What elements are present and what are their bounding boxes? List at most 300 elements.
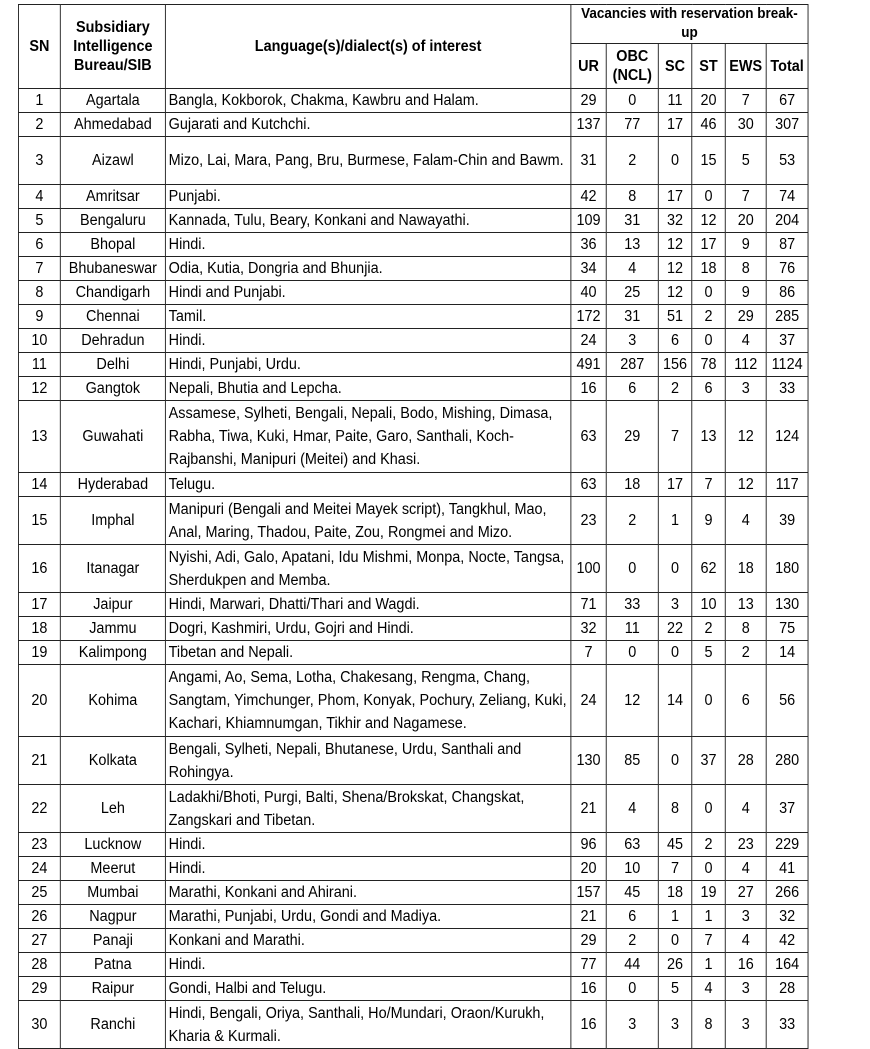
- cell-languages: Bengali, Sylheti, Nepali, Bhutanese, Urdu, Santhali and Rohingya.: [165, 737, 570, 785]
- cell-sib: Ranchi: [60, 1001, 165, 1049]
- cell-sn: 22: [18, 785, 60, 833]
- cell-ur: 34: [571, 257, 606, 281]
- cell-ur: 16: [571, 1001, 606, 1049]
- cell-languages: Hindi.: [165, 953, 570, 977]
- cell-obc: 13: [606, 233, 658, 257]
- cell-st: 7: [692, 929, 725, 953]
- cell-sc: 17: [658, 473, 691, 497]
- cell-sn: 7: [18, 257, 60, 281]
- table-row: [18, 857, 808, 881]
- cell-sc: 12: [658, 281, 691, 305]
- cell-sn: 4: [18, 185, 60, 209]
- cell-ur: 21: [571, 905, 606, 929]
- cell-sn: 24: [18, 857, 60, 881]
- cell-obc: 45: [606, 881, 658, 905]
- cell-sn: 15: [18, 497, 60, 545]
- cell-obc: 10: [606, 857, 658, 881]
- cell-ur: 42: [571, 185, 606, 209]
- cell-sn: 10: [18, 329, 60, 353]
- cell-total: 41: [766, 857, 808, 881]
- cell-obc: 2: [606, 137, 658, 185]
- cell-sib: Delhi: [60, 353, 165, 377]
- header-obc: OBC (NCL): [606, 44, 658, 89]
- table-row: [18, 353, 808, 377]
- header-sn: SN: [18, 5, 60, 89]
- cell-sib: Chandigarh: [60, 281, 165, 305]
- cell-total: 117: [766, 473, 808, 497]
- cell-st: 5: [692, 641, 725, 665]
- cell-sib: Lucknow: [60, 833, 165, 857]
- cell-obc: 2: [606, 929, 658, 953]
- cell-languages: Assamese, Sylheti, Bengali, Nepali, Bodo, Mishing, Dimasa, Rabha, Tiwa, Kuki, Hmar, Paite, Garo, Santhali, Koch-Rajbanshi, Manipuri (Meitei) and Khasi.: [165, 401, 570, 473]
- table-row: [18, 545, 808, 593]
- header-languages: Language(s)/dialect(s) of interest: [165, 5, 570, 89]
- cell-total: 285: [766, 305, 808, 329]
- table-row: [18, 209, 808, 233]
- cell-sn: 25: [18, 881, 60, 905]
- cell-languages: Ladakhi/Bhoti, Purgi, Balti, Shena/Brokskat, Changskat, Zangskari and Tibetan.: [165, 785, 570, 833]
- cell-ur: 31: [571, 137, 606, 185]
- cell-total: 180: [766, 545, 808, 593]
- cell-languages: Mizo, Lai, Mara, Pang, Bru, Burmese, Falam-Chin and Bawm.: [165, 137, 570, 185]
- cell-obc: 25: [606, 281, 658, 305]
- header-vacancies: Vacancies with reservation break-up: [571, 5, 808, 44]
- cell-ur: 40: [571, 281, 606, 305]
- cell-total: 56: [766, 665, 808, 737]
- table-body: [18, 89, 808, 1049]
- cell-ews: 23: [725, 833, 766, 857]
- cell-sib: Mumbai: [60, 881, 165, 905]
- cell-obc: 77: [606, 113, 658, 137]
- cell-sc: 12: [658, 233, 691, 257]
- cell-languages: Hindi, Marwari, Dhatti/Thari and Wagdi.: [165, 593, 570, 617]
- cell-ur: 172: [571, 305, 606, 329]
- cell-st: 19: [692, 881, 725, 905]
- cell-ews: 3: [725, 1001, 766, 1049]
- cell-sn: 26: [18, 905, 60, 929]
- cell-languages: Hindi.: [165, 329, 570, 353]
- cell-total: 164: [766, 953, 808, 977]
- cell-sc: 7: [658, 401, 691, 473]
- cell-sc: 156: [658, 353, 691, 377]
- cell-languages: Dogri, Kashmiri, Urdu, Gojri and Hindi.: [165, 617, 570, 641]
- table-row: [18, 665, 808, 737]
- cell-sib: Amritsar: [60, 185, 165, 209]
- cell-ews: 6: [725, 665, 766, 737]
- cell-ews: 30: [725, 113, 766, 137]
- cell-sc: 17: [658, 113, 691, 137]
- table-row: [18, 113, 808, 137]
- cell-ews: 13: [725, 593, 766, 617]
- table-row: [18, 257, 808, 281]
- cell-obc: 29: [606, 401, 658, 473]
- cell-obc: 31: [606, 209, 658, 233]
- cell-ews: 4: [725, 785, 766, 833]
- cell-ur: 137: [571, 113, 606, 137]
- cell-sc: 6: [658, 329, 691, 353]
- table-row: [18, 905, 808, 929]
- cell-total: 204: [766, 209, 808, 233]
- cell-sib: Bhopal: [60, 233, 165, 257]
- cell-ur: 130: [571, 737, 606, 785]
- cell-ur: 100: [571, 545, 606, 593]
- cell-languages: Bangla, Kokborok, Chakma, Kawbru and Halam.: [165, 89, 570, 113]
- table-row: [18, 785, 808, 833]
- cell-total: 28: [766, 977, 808, 1001]
- cell-sc: 32: [658, 209, 691, 233]
- cell-ews: 3: [725, 905, 766, 929]
- cell-obc: 6: [606, 377, 658, 401]
- cell-obc: 11: [606, 617, 658, 641]
- table-row: [18, 281, 808, 305]
- cell-sib: Aizawl: [60, 137, 165, 185]
- cell-ews: 16: [725, 953, 766, 977]
- cell-st: 37: [692, 737, 725, 785]
- cell-sn: 5: [18, 209, 60, 233]
- table-row: [18, 593, 808, 617]
- cell-st: 0: [692, 785, 725, 833]
- cell-sc: 12: [658, 257, 691, 281]
- cell-sc: 2: [658, 377, 691, 401]
- cell-obc: 3: [606, 329, 658, 353]
- cell-st: 12: [692, 209, 725, 233]
- cell-sn: 1: [18, 89, 60, 113]
- cell-sc: 11: [658, 89, 691, 113]
- cell-sib: Hyderabad: [60, 473, 165, 497]
- cell-st: 13: [692, 401, 725, 473]
- cell-obc: 44: [606, 953, 658, 977]
- cell-sib: Ahmedabad: [60, 113, 165, 137]
- cell-ews: 7: [725, 185, 766, 209]
- cell-total: 37: [766, 785, 808, 833]
- cell-sc: 8: [658, 785, 691, 833]
- cell-total: 33: [766, 1001, 808, 1049]
- cell-st: 78: [692, 353, 725, 377]
- cell-ur: 7: [571, 641, 606, 665]
- cell-languages: Nyishi, Adi, Galo, Apatani, Idu Mishmi, Monpa, Nocte, Tangsa, Sherdukpen and Memba.: [165, 545, 570, 593]
- cell-sc: 7: [658, 857, 691, 881]
- cell-total: 229: [766, 833, 808, 857]
- table-row: [18, 617, 808, 641]
- header-st: ST: [692, 44, 725, 89]
- cell-sn: 28: [18, 953, 60, 977]
- cell-sn: 29: [18, 977, 60, 1001]
- cell-ews: 112: [725, 353, 766, 377]
- cell-obc: 4: [606, 785, 658, 833]
- cell-ews: 5: [725, 137, 766, 185]
- cell-languages: Tamil.: [165, 305, 570, 329]
- table-row: [18, 329, 808, 353]
- table-row: [18, 1001, 808, 1049]
- cell-total: 42: [766, 929, 808, 953]
- cell-total: 124: [766, 401, 808, 473]
- cell-sib: Imphal: [60, 497, 165, 545]
- cell-ews: 18: [725, 545, 766, 593]
- cell-ur: 63: [571, 473, 606, 497]
- cell-sc: 0: [658, 545, 691, 593]
- cell-ews: 8: [725, 617, 766, 641]
- cell-st: 0: [692, 857, 725, 881]
- cell-ur: 32: [571, 617, 606, 641]
- cell-sn: 30: [18, 1001, 60, 1049]
- cell-ur: 63: [571, 401, 606, 473]
- cell-total: 39: [766, 497, 808, 545]
- cell-sn: 17: [18, 593, 60, 617]
- cell-st: 2: [692, 617, 725, 641]
- cell-ur: 36: [571, 233, 606, 257]
- cell-sc: 5: [658, 977, 691, 1001]
- table-row: [18, 953, 808, 977]
- cell-obc: 3: [606, 1001, 658, 1049]
- cell-obc: 287: [606, 353, 658, 377]
- cell-total: 33: [766, 377, 808, 401]
- cell-st: 6: [692, 377, 725, 401]
- cell-total: 266: [766, 881, 808, 905]
- table-row: [18, 401, 808, 473]
- cell-ews: 28: [725, 737, 766, 785]
- table-row: [18, 977, 808, 1001]
- cell-total: 32: [766, 905, 808, 929]
- cell-sib: Bhubaneswar: [60, 257, 165, 281]
- cell-languages: Kannada, Tulu, Beary, Konkani and Nawayathi.: [165, 209, 570, 233]
- cell-ur: 29: [571, 929, 606, 953]
- cell-ur: 21: [571, 785, 606, 833]
- cell-total: 87: [766, 233, 808, 257]
- cell-languages: Hindi.: [165, 857, 570, 881]
- cell-ews: 2: [725, 641, 766, 665]
- cell-languages: Odia, Kutia, Dongria and Bhunjia.: [165, 257, 570, 281]
- cell-sib: Bengaluru: [60, 209, 165, 233]
- table-header: [18, 5, 808, 89]
- cell-languages: Hindi.: [165, 833, 570, 857]
- cell-sc: 1: [658, 497, 691, 545]
- cell-total: 130: [766, 593, 808, 617]
- cell-sc: 0: [658, 641, 691, 665]
- cell-st: 9: [692, 497, 725, 545]
- cell-ews: 20: [725, 209, 766, 233]
- cell-sib: Gangtok: [60, 377, 165, 401]
- cell-languages: Hindi and Punjabi.: [165, 281, 570, 305]
- cell-sc: 51: [658, 305, 691, 329]
- cell-ews: 7: [725, 89, 766, 113]
- cell-ur: 16: [571, 977, 606, 1001]
- cell-obc: 31: [606, 305, 658, 329]
- cell-total: 280: [766, 737, 808, 785]
- cell-languages: Hindi.: [165, 233, 570, 257]
- table-row: [18, 641, 808, 665]
- cell-sn: 19: [18, 641, 60, 665]
- cell-sn: 23: [18, 833, 60, 857]
- cell-languages: Marathi, Konkani and Ahirani.: [165, 881, 570, 905]
- cell-st: 0: [692, 281, 725, 305]
- cell-sib: Raipur: [60, 977, 165, 1001]
- cell-ews: 27: [725, 881, 766, 905]
- cell-ur: 23: [571, 497, 606, 545]
- cell-ur: 77: [571, 953, 606, 977]
- cell-sib: Patna: [60, 953, 165, 977]
- cell-total: 37: [766, 329, 808, 353]
- cell-sib: Kohima: [60, 665, 165, 737]
- cell-languages: Manipuri (Bengali and Meitei Mayek script), Tangkhul, Mao, Anal, Maring, Thadou, Paite, Zou, Rongmei and Mizo.: [165, 497, 570, 545]
- cell-st: 7: [692, 473, 725, 497]
- cell-st: 10: [692, 593, 725, 617]
- cell-sn: 21: [18, 737, 60, 785]
- cell-ews: 4: [725, 857, 766, 881]
- cell-ur: 24: [571, 665, 606, 737]
- cell-st: 2: [692, 833, 725, 857]
- cell-sc: 22: [658, 617, 691, 641]
- table-row: [18, 377, 808, 401]
- cell-ur: 109: [571, 209, 606, 233]
- cell-sc: 17: [658, 185, 691, 209]
- cell-languages: Punjabi.: [165, 185, 570, 209]
- cell-obc: 8: [606, 185, 658, 209]
- cell-sn: 14: [18, 473, 60, 497]
- cell-sc: 0: [658, 737, 691, 785]
- cell-sn: 20: [18, 665, 60, 737]
- cell-st: 20: [692, 89, 725, 113]
- cell-languages: Hindi, Punjabi, Urdu.: [165, 353, 570, 377]
- cell-ur: 96: [571, 833, 606, 857]
- cell-sc: 1: [658, 905, 691, 929]
- cell-ews: 9: [725, 281, 766, 305]
- cell-sib: Agartala: [60, 89, 165, 113]
- cell-sc: 14: [658, 665, 691, 737]
- cell-sn: 13: [18, 401, 60, 473]
- cell-obc: 0: [606, 545, 658, 593]
- cell-ur: 24: [571, 329, 606, 353]
- cell-ur: 16: [571, 377, 606, 401]
- header-total: Total: [766, 44, 808, 89]
- cell-sc: 3: [658, 1001, 691, 1049]
- table-row: [18, 737, 808, 785]
- cell-sn: 6: [18, 233, 60, 257]
- cell-st: 0: [692, 185, 725, 209]
- table-row: [18, 833, 808, 857]
- table-row: [18, 305, 808, 329]
- cell-st: 8: [692, 1001, 725, 1049]
- cell-ews: 3: [725, 377, 766, 401]
- cell-sib: Kalimpong: [60, 641, 165, 665]
- vacancy-table: [18, 4, 809, 1049]
- cell-sc: 3: [658, 593, 691, 617]
- cell-ur: 71: [571, 593, 606, 617]
- cell-sib: Kolkata: [60, 737, 165, 785]
- cell-obc: 4: [606, 257, 658, 281]
- cell-obc: 18: [606, 473, 658, 497]
- cell-obc: 63: [606, 833, 658, 857]
- table-row: [18, 89, 808, 113]
- cell-st: 15: [692, 137, 725, 185]
- table-row: [18, 233, 808, 257]
- cell-obc: 0: [606, 641, 658, 665]
- cell-sc: 0: [658, 137, 691, 185]
- cell-total: 86: [766, 281, 808, 305]
- cell-sib: Guwahati: [60, 401, 165, 473]
- cell-sn: 3: [18, 137, 60, 185]
- cell-obc: 12: [606, 665, 658, 737]
- cell-sib: Panaji: [60, 929, 165, 953]
- cell-sn: 8: [18, 281, 60, 305]
- header-sc: SC: [658, 44, 691, 89]
- cell-languages: Telugu.: [165, 473, 570, 497]
- cell-ews: 29: [725, 305, 766, 329]
- cell-sc: 45: [658, 833, 691, 857]
- cell-sn: 9: [18, 305, 60, 329]
- cell-st: 0: [692, 665, 725, 737]
- cell-st: 46: [692, 113, 725, 137]
- cell-languages: Marathi, Punjabi, Urdu, Gondi and Madiya.: [165, 905, 570, 929]
- header-bureau: Subsidiary Intelligence Bureau/SIB: [60, 5, 165, 89]
- cell-obc: 0: [606, 977, 658, 1001]
- cell-obc: 85: [606, 737, 658, 785]
- cell-sc: 26: [658, 953, 691, 977]
- cell-ur: 20: [571, 857, 606, 881]
- cell-sn: 12: [18, 377, 60, 401]
- table-row: [18, 881, 808, 905]
- cell-sc: 0: [658, 929, 691, 953]
- cell-st: 18: [692, 257, 725, 281]
- cell-obc: 33: [606, 593, 658, 617]
- cell-sn: 2: [18, 113, 60, 137]
- cell-sn: 16: [18, 545, 60, 593]
- table-row: [18, 185, 808, 209]
- cell-languages: Angami, Ao, Sema, Lotha, Chakesang, Rengma, Chang, Sangtam, Yimchunger, Phom, Konyak, Pochury, Zeliang, Kuki, Kachari, Khiamnumgan, Tikhir and Nagamese.: [165, 665, 570, 737]
- cell-st: 2: [692, 305, 725, 329]
- cell-ur: 491: [571, 353, 606, 377]
- cell-sib: Chennai: [60, 305, 165, 329]
- cell-st: 17: [692, 233, 725, 257]
- cell-ews: 3: [725, 977, 766, 1001]
- cell-languages: Tibetan and Nepali.: [165, 641, 570, 665]
- cell-languages: Konkani and Marathi.: [165, 929, 570, 953]
- cell-ews: 4: [725, 329, 766, 353]
- table-row: [18, 137, 808, 185]
- cell-sib: Itanagar: [60, 545, 165, 593]
- cell-languages: Gujarati and Kutchchi.: [165, 113, 570, 137]
- cell-languages: Gondi, Halbi and Telugu.: [165, 977, 570, 1001]
- cell-ews: 8: [725, 257, 766, 281]
- cell-sib: Meerut: [60, 857, 165, 881]
- cell-total: 74: [766, 185, 808, 209]
- cell-sib: Nagpur: [60, 905, 165, 929]
- cell-sib: Jammu: [60, 617, 165, 641]
- table-row: [18, 497, 808, 545]
- cell-sib: Leh: [60, 785, 165, 833]
- cell-ur: 157: [571, 881, 606, 905]
- cell-st: 4: [692, 977, 725, 1001]
- cell-total: 76: [766, 257, 808, 281]
- cell-total: 67: [766, 89, 808, 113]
- header-ews: EWS: [725, 44, 766, 89]
- cell-sc: 18: [658, 881, 691, 905]
- cell-languages: Hindi, Bengali, Oriya, Santhali, Ho/Mundari, Oraon/Kurukh, Kharia & Kurmali.: [165, 1001, 570, 1049]
- cell-total: 14: [766, 641, 808, 665]
- header-ur: UR: [571, 44, 606, 89]
- cell-obc: 2: [606, 497, 658, 545]
- cell-obc: 0: [606, 89, 658, 113]
- cell-total: 307: [766, 113, 808, 137]
- cell-st: 62: [692, 545, 725, 593]
- cell-sn: 11: [18, 353, 60, 377]
- cell-total: 53: [766, 137, 808, 185]
- cell-st: 1: [692, 905, 725, 929]
- cell-total: 1124: [766, 353, 808, 377]
- cell-ews: 9: [725, 233, 766, 257]
- cell-st: 0: [692, 329, 725, 353]
- cell-sib: Dehradun: [60, 329, 165, 353]
- cell-ews: 4: [725, 497, 766, 545]
